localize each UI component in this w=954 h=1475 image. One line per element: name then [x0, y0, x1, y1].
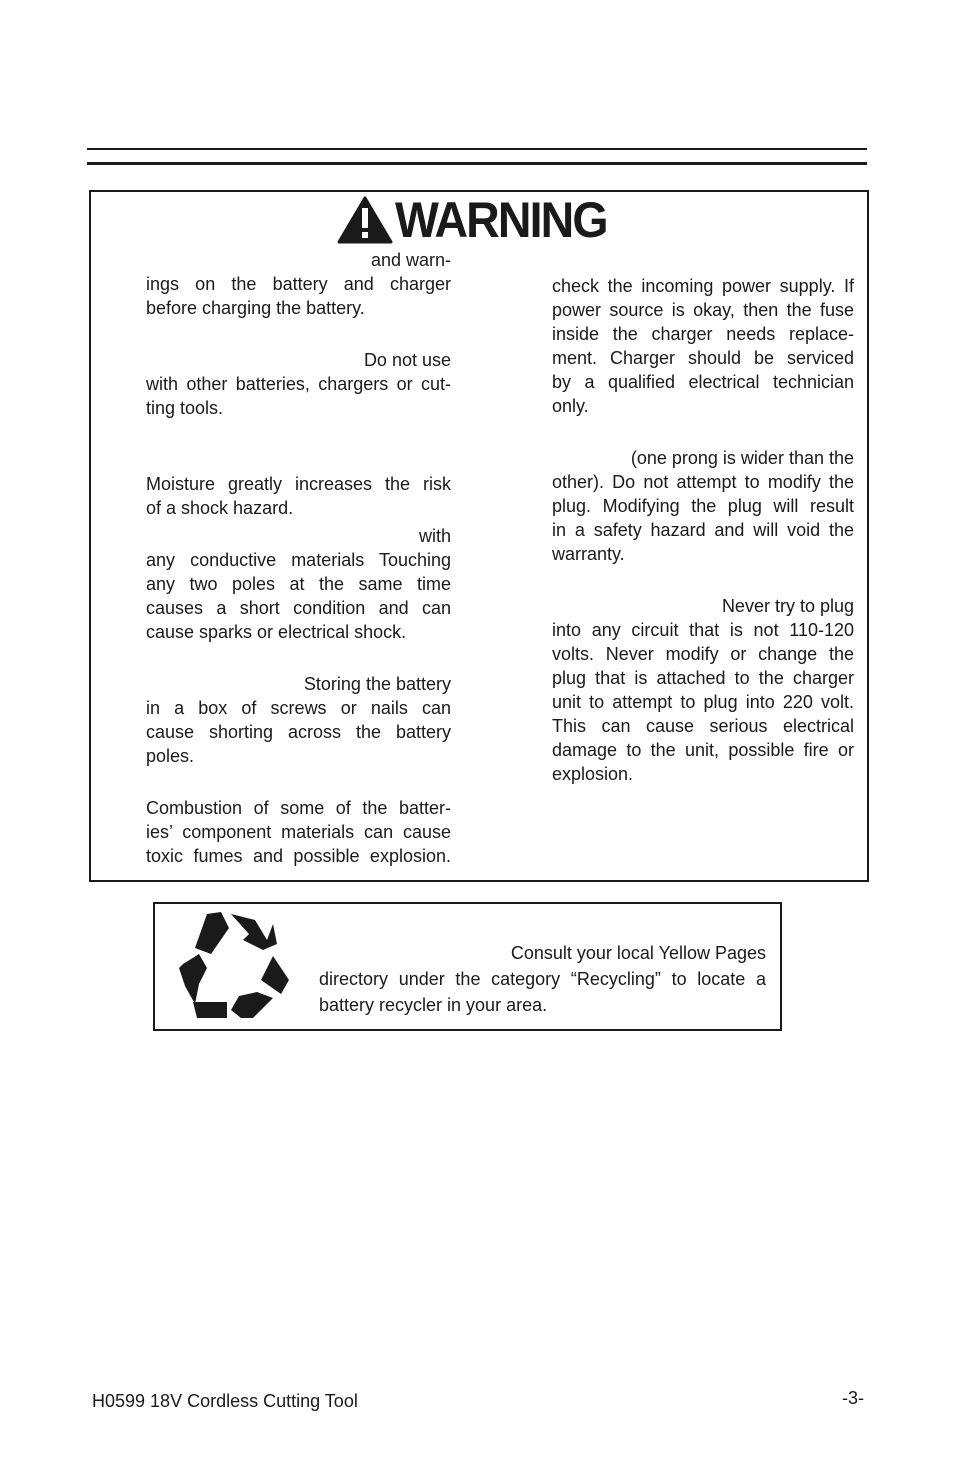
text-line: battery recycler in your area.: [319, 995, 548, 1015]
text-line: plug that is attached to the charger: [552, 668, 854, 688]
text-line: other). Do not attempt to modify the: [552, 472, 854, 492]
text-line: explosion.: [552, 764, 634, 784]
footer-page-number: -3-: [842, 1388, 864, 1408]
text-line: any conductive materials Touching: [146, 550, 451, 570]
text-line: poles.: [146, 746, 195, 766]
text-line: Consult your local Yellow Pages: [510, 943, 766, 963]
text-line: damage to the unit, possible fire or: [552, 740, 854, 760]
text-line: into any circuit that is not 110-120: [552, 620, 854, 640]
recycling-text: [319, 940, 766, 1018]
warning-left-para-4: [146, 524, 451, 644]
text-line: Do not use: [363, 350, 451, 370]
warning-left-para-5: [146, 672, 451, 768]
text-line: and warn-: [370, 250, 451, 270]
text-line: plug. Modifying the plug will result: [552, 496, 854, 516]
text-line: check the incoming power supply. If: [552, 276, 854, 296]
text-line: before charging the battery.: [146, 298, 365, 318]
warning-left-para-3: [146, 472, 451, 520]
text-line: only.: [552, 396, 589, 416]
recycling-box: [153, 902, 782, 1031]
footer-manual-title: H0599 18V Cordless Cutting Tool: [92, 1391, 358, 1411]
text-line: Moisture greatly increases the risk: [146, 474, 451, 494]
text-line: volts. Never modify or change the: [552, 644, 854, 664]
warning-right-para-1: [552, 274, 854, 418]
recycle-icon: [177, 910, 291, 1027]
text-line: ment. Charger should be serviced: [552, 348, 854, 368]
text-line: toxic fumes and possible explosion.: [146, 846, 451, 866]
text-line: cause shorting across the battery: [146, 722, 451, 742]
warning-header: [337, 194, 623, 246]
text-line: power source is okay, then the fuse: [552, 300, 854, 320]
warning-triangle-icon: [337, 196, 393, 244]
text-line: Combustion of some of the batter-: [146, 798, 451, 818]
warning-title: WARNING: [395, 192, 607, 248]
warning-left-para-6: [146, 796, 451, 868]
text-line: by a qualified electrical technician: [552, 372, 854, 392]
text-line: warranty.: [552, 544, 625, 564]
header-rule-thick: [87, 162, 867, 165]
text-line: with other batteries, chargers or cut-: [146, 374, 451, 394]
text-line: (one prong is wider than the: [630, 448, 854, 468]
text-line: Storing the battery: [303, 674, 451, 694]
text-line: cause sparks or electrical shock.: [146, 622, 407, 642]
text-line: unit to attempt to plug into 220 volt.: [552, 692, 854, 712]
text-line: Never try to plug: [721, 596, 854, 616]
warning-box: [89, 190, 869, 882]
warning-left-para-1: [146, 248, 451, 320]
text-line: with: [418, 526, 451, 546]
header-rule-thin: [87, 148, 867, 150]
text-line: in a box of screws or nails can: [146, 698, 451, 718]
text-line: causes a short condition and can: [146, 598, 451, 618]
text-line: ings on the battery and charger: [146, 274, 451, 294]
text-line: ies’ component materials can cause: [146, 822, 451, 842]
text-line: in a safety hazard and will void the: [552, 520, 854, 540]
text-line: ting tools.: [146, 398, 224, 418]
text-line: inside the charger needs replace-: [552, 324, 854, 344]
warning-right-para-2: [552, 446, 854, 566]
warning-right-para-3: [552, 594, 854, 786]
text-line: any two poles at the same time: [146, 574, 451, 594]
warning-left-para-2: [146, 348, 451, 420]
text-line: directory under the category “Recycling” to locate a: [319, 969, 766, 989]
text-line: This can cause serious electrical: [552, 716, 854, 736]
text-line: of a shock hazard.: [146, 498, 294, 518]
